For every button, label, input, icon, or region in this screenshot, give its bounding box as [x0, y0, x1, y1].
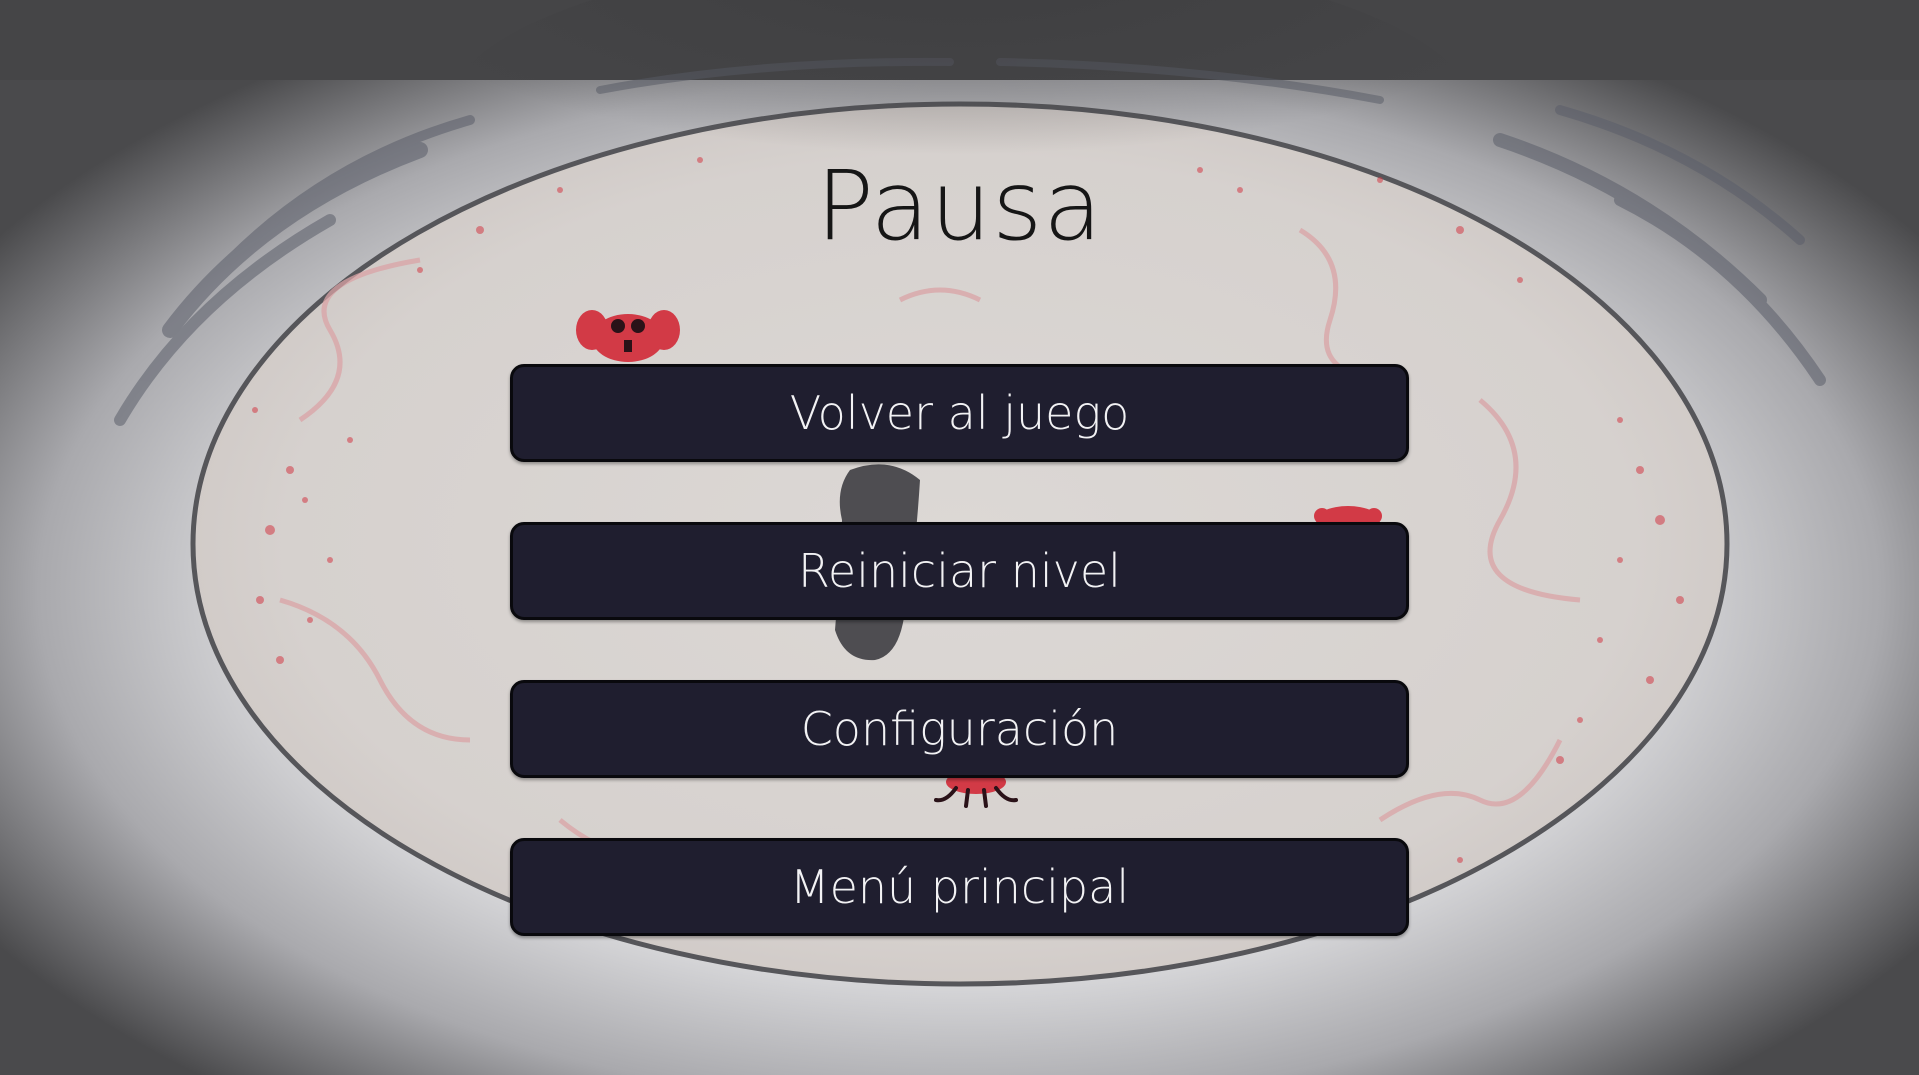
settings-button[interactable]	[510, 680, 1409, 778]
restart-level-button[interactable]	[510, 522, 1409, 620]
main-menu-label: Menú principal	[789, 860, 1130, 914]
main-menu-button[interactable]	[510, 838, 1409, 936]
restart-level-label: Reiniciar nivel	[798, 544, 1121, 598]
page-title: Pausa	[815, 150, 1104, 262]
resume-game-label: Volver al juego	[789, 386, 1130, 440]
resume-game-button[interactable]	[510, 364, 1409, 462]
settings-label: Configuración	[800, 702, 1119, 756]
